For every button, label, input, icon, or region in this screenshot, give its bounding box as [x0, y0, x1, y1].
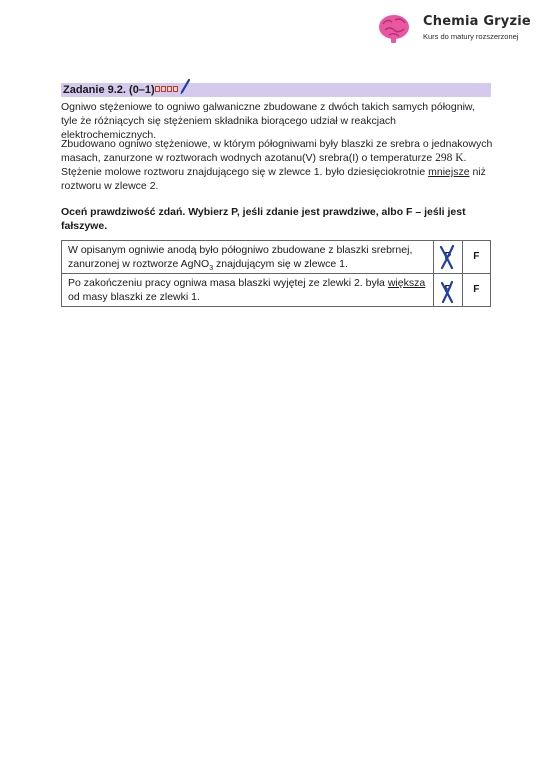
option-p-label: P [444, 284, 452, 295]
option-p-label: P [444, 251, 452, 262]
description-part: . Stężenie molowe roztworu znajdującego się w zlewce 1. było dziesięciokrotnie [61, 152, 467, 178]
statement-text: Po zakończeniu pracy ogniwa masa blaszki wyjętej ze zlewki 2. była [68, 277, 388, 289]
cross-mark-icon [437, 244, 457, 270]
instruction: Oceń prawdziwość zdań. Wybierz P, jeśli zdanie jest prawdziwe, albo F – jeśli jest fałszywe. [61, 206, 466, 232]
statement-text: W opisanym ogniwie anodą było półogniwo zbudowane z blaszki srebrnej, zanurzonej w roztworze AgNO [68, 244, 413, 270]
description-part: niż roztworu w zlewce 2. [61, 166, 486, 192]
score-box [161, 86, 166, 92]
cross-mark-icon [437, 277, 457, 303]
statement-cell [62, 241, 434, 274]
table-row [62, 241, 491, 274]
option-f-label: F [473, 284, 480, 295]
pen-icon [179, 79, 191, 95]
option-p[interactable] [434, 241, 462, 274]
subscript: 3 [209, 265, 214, 273]
intro-paragraph [61, 100, 493, 142]
score-box [167, 86, 172, 92]
score-box [173, 86, 178, 92]
temperature-value: 298 K [435, 152, 464, 164]
option-f-label: F [473, 251, 480, 262]
true-false-table [61, 240, 491, 307]
statement-text: znajdującym się w zlewce 1. [213, 258, 348, 270]
option-p[interactable] [434, 274, 462, 307]
option-f[interactable] [462, 241, 490, 274]
intro-text: Ogniwo stężeniowe to ogniwo galwaniczne zbudowane z dwóch takich samych półogniw, tyle że różniących się stężeniem składnika biorącego udział w reakcjach elektrochemicznych. [61, 101, 475, 141]
table-row [62, 274, 491, 307]
description-paragraph [61, 137, 493, 193]
brand-logo [377, 12, 537, 46]
score-box [155, 86, 160, 92]
brand-name: Chemia Gryzie [423, 14, 531, 29]
brand-tagline: Kurs do matury rozszerzonej [423, 32, 519, 41]
underlined-word: mniejsze [428, 166, 470, 178]
score-boxes [155, 86, 179, 93]
statement-text: od masy blaszki ze zlewki 1. [68, 291, 200, 303]
underlined-word: większa [387, 277, 426, 289]
task-header [61, 83, 491, 97]
description-part: Zbudowano ogniwo stężeniowe, w którym półogniwami były blaszki ze srebra o jednakowych masach, zanurzone w roztworach wodnych azotanu(V) srebra(I) o temperaturze [61, 138, 493, 164]
task-title: Zadanie 9.2. (0–1) [63, 84, 155, 96]
description-text [61, 137, 493, 193]
brain-icon [377, 12, 411, 46]
statement-cell [62, 274, 434, 307]
option-f[interactable] [462, 274, 490, 307]
